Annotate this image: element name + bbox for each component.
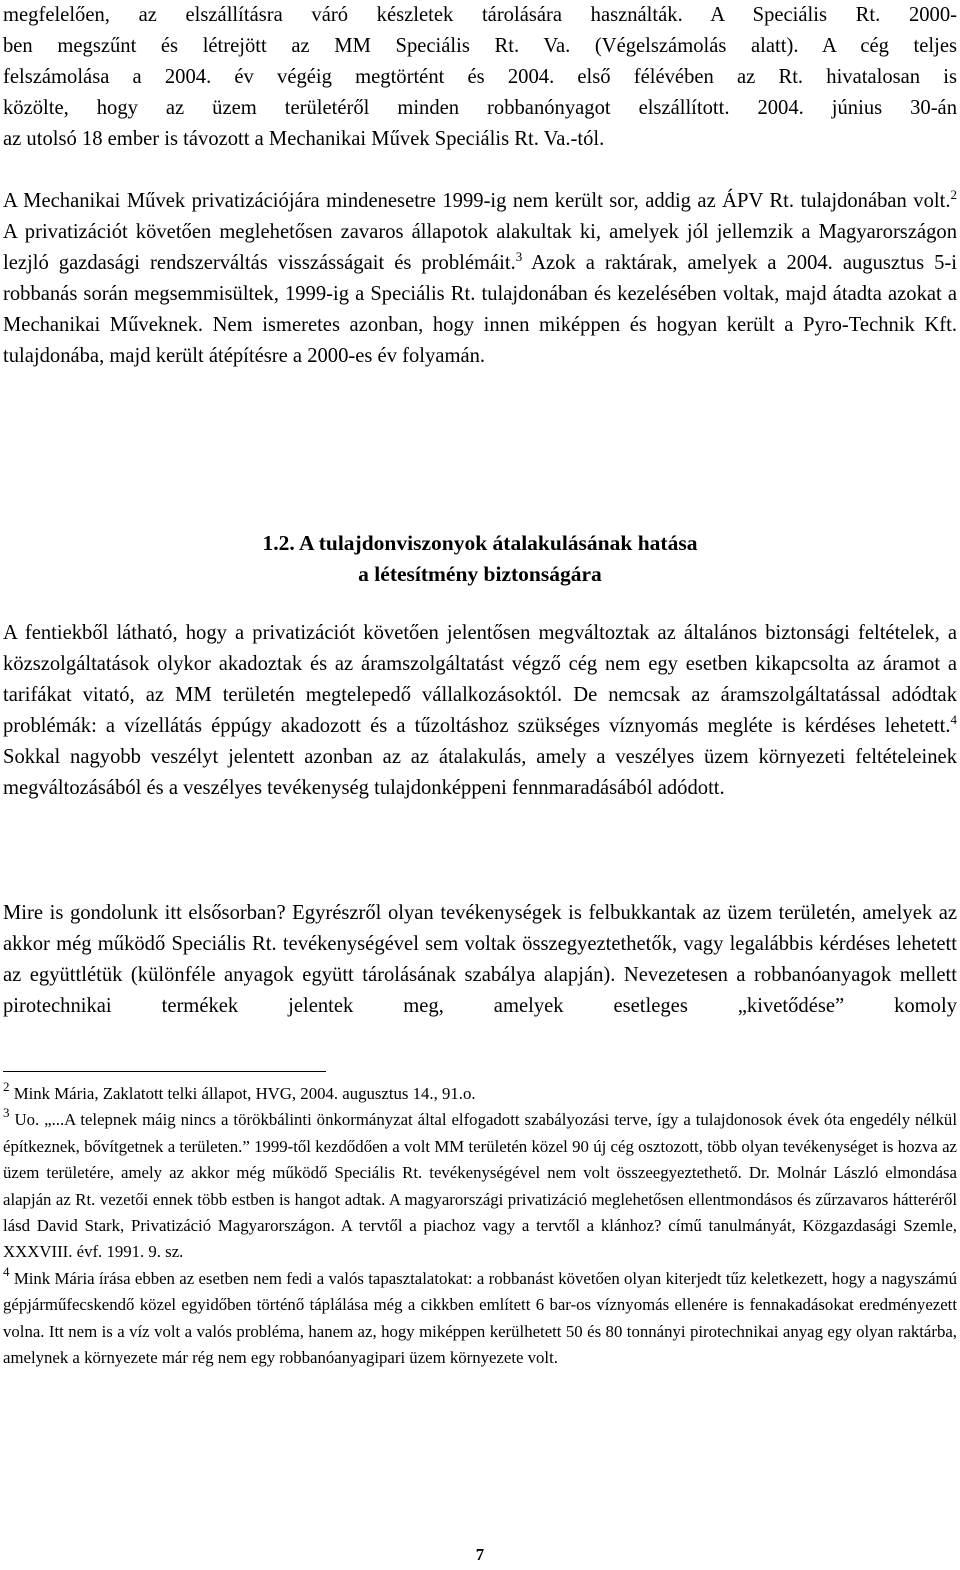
footnote-text: Mink Mária írása ebben az esetben nem fedi a valós tapasztalatokat: a robbanást követően olyan kiterjedt tűz keletkezett, hogy a nagyszámú gépjárműfecskendő közel egyidőben történő táplálása még a cikkben említett 6 bar-os víznyomás ellenére is fennakadásokat eredményezett volna. Itt nem is a víz volt a valós probléma, hanem az, hogy miképpen kerülhetett 50 és 80 tonnányi pirotechnikai anyag egy olyan raktárba, amelynek a környezete már rég nem egy robbanóanyagipari üzem környezete volt. bbox=[3, 1268, 957, 1368]
safety-text-b: Sokkal nagyobb veszélyt jelentett azonban az az átalakulás, amely a veszélyes üzem környezeti feltételeinek megváltozásából és a veszélyes tevékenység tulajdonképpeni fennmaradásából adódott. bbox=[3, 746, 957, 799]
footnote-ref-4: 4 bbox=[950, 712, 957, 727]
intro-paragraph bbox=[3, 0, 957, 155]
intro-line-4: közölte, hogy az üzem területéről minden robbanónyagot elszállított. 2004. június 30-án bbox=[3, 97, 957, 119]
footnote-ref-3: 3 bbox=[515, 249, 523, 264]
footnote-ref-2: 2 bbox=[950, 187, 957, 202]
footnote-4 bbox=[3, 1263, 957, 1372]
footnote-2 bbox=[3, 1081, 957, 1107]
footnote-separator bbox=[3, 1071, 326, 1072]
footnote-text: Mink Mária, Zaklatott telki állapot, HVG, 2004. augusztus 14., 91.o. bbox=[9, 1084, 476, 1103]
section-heading bbox=[0, 528, 960, 590]
section-heading-line-2: a létesítmény biztonságára bbox=[358, 562, 602, 586]
activities-paragraph: Mire is gondolunk itt elsősorban? Egyrészről olyan tevékenységek is felbukkantak az üzem területén, amelyek az akkor még működő Speciális Rt. tevékenységével sem voltak összegyeztethetők, vagy legalábbis kérdéses lehetett az együttlétük (különféle anyagok együtt tárolásának szabálya alapján). Nevezetesen a robbanóanyagok mellett pirotechnikai termékek jelentek meg, amelyek esetleges „kivetődése” komoly bbox=[3, 902, 957, 1017]
footnote-number: 3 bbox=[3, 1105, 10, 1121]
privatization-text-a: A Mechanikai Művek privatizációjára mindenesetre 1999-ig nem került sor, addig az ÁPV Rt. tulajdonában volt. bbox=[3, 190, 951, 212]
page-number: 7 bbox=[475, 1545, 485, 1564]
privatization-paragraph bbox=[3, 186, 957, 372]
footnote-number: 4 bbox=[3, 1263, 10, 1279]
footnote-number: 2 bbox=[3, 1079, 10, 1094]
privatization-text-b: A privatizációt követően meglehetősen zavaros állapotok alakultak ki, amelyek jól jellemzik a Magyarországon lezjló gazdasági rendszerváltás visszásságait és problémáit. bbox=[3, 221, 957, 274]
footnotes bbox=[3, 1081, 957, 1371]
safety-text-a: A fentiekből látható, hogy a privatizációt követően jelentősen megváltoztak az általános biztonsági feltételek, a közszolgáltatások olykor akadoztak és az áramszolgáltatást végző cég nem egy esetben kikapcsolta az áramot a tarifákat vitató, az MM területén megtelepedő vállalkozásoktól. De nemcsak az áramszolgáltatással adódtak problémák: a vízellátás éppúgy akadozott és a tűzoltáshoz szükséges víznyomás megléte is kérdéses lehetett. bbox=[3, 622, 957, 737]
intro-line-3: felszámolása a 2004. év végéig megtörtént és 2004. első félévében az Rt. hivatalosan is bbox=[3, 66, 957, 88]
privatization-text-c: Azok a raktárak, amelyek a 2004. augusztus 5-i robbanás során megsemmisültek, 1999-ig a Speciális Rt. tulajdonában és kezelésében voltak, majd átadta azokat a Mechanikai Műveknek. Nem ismeretes azonban, hogy innen miképpen és hogyan került a Pyro-Technik Kft. tulajdonába, majd került átépítésre a 2000-es év folyamán. bbox=[3, 252, 957, 367]
intro-line-2: ben megszűnt és létrejött az MM Speciális Rt. Va. (Végelszámolás alatt). A cég teljes bbox=[3, 35, 957, 57]
intro-line-1: megfelelően, az elszállításra váró készletek tárolására használták. A Speciális Rt. 2000- bbox=[3, 4, 957, 26]
section-heading-line-1: 1.2. A tulajdonviszonyok átalakulásának hatása bbox=[262, 531, 698, 555]
intro-line-5: az utolsó 18 ember is távozott a Mechanikai Művek Speciális Rt. Va.-tól. bbox=[3, 128, 605, 150]
footnote-3 bbox=[3, 1107, 957, 1265]
safety-paragraph bbox=[3, 618, 957, 804]
footnote-text: Uo. „...A telepnek máig nincs a törökbálinti önkormányzat által elfogadott szabályozási terve, így a tulajdonosok évek óta engedély nélkül építkeznek, bővítgetnek a területen.” 1999-től kezdődően a volt MM területén közel 90 új cég osztozott, több olyan tevékenységet is hozva az üzem területére, amely az akkor még működő Speciális Rt. tevékenységével nem volt összeegyeztethető. Dr. Molnár László elmondása alapján az Rt. vezetői ennek több estben is hangot adtak. A magyarországi privatizáció meglehetősen ellentmondásos és zűrzavaros hátteréről lásd David Stark, Privatizáció Magyarországon. A tervtől a piachoz vagy a tervtől a klánhoz? című tanulmányát, Közgazdasági Szemle, XXXVIII. évf. 1991. 9. sz. bbox=[3, 1110, 957, 1262]
